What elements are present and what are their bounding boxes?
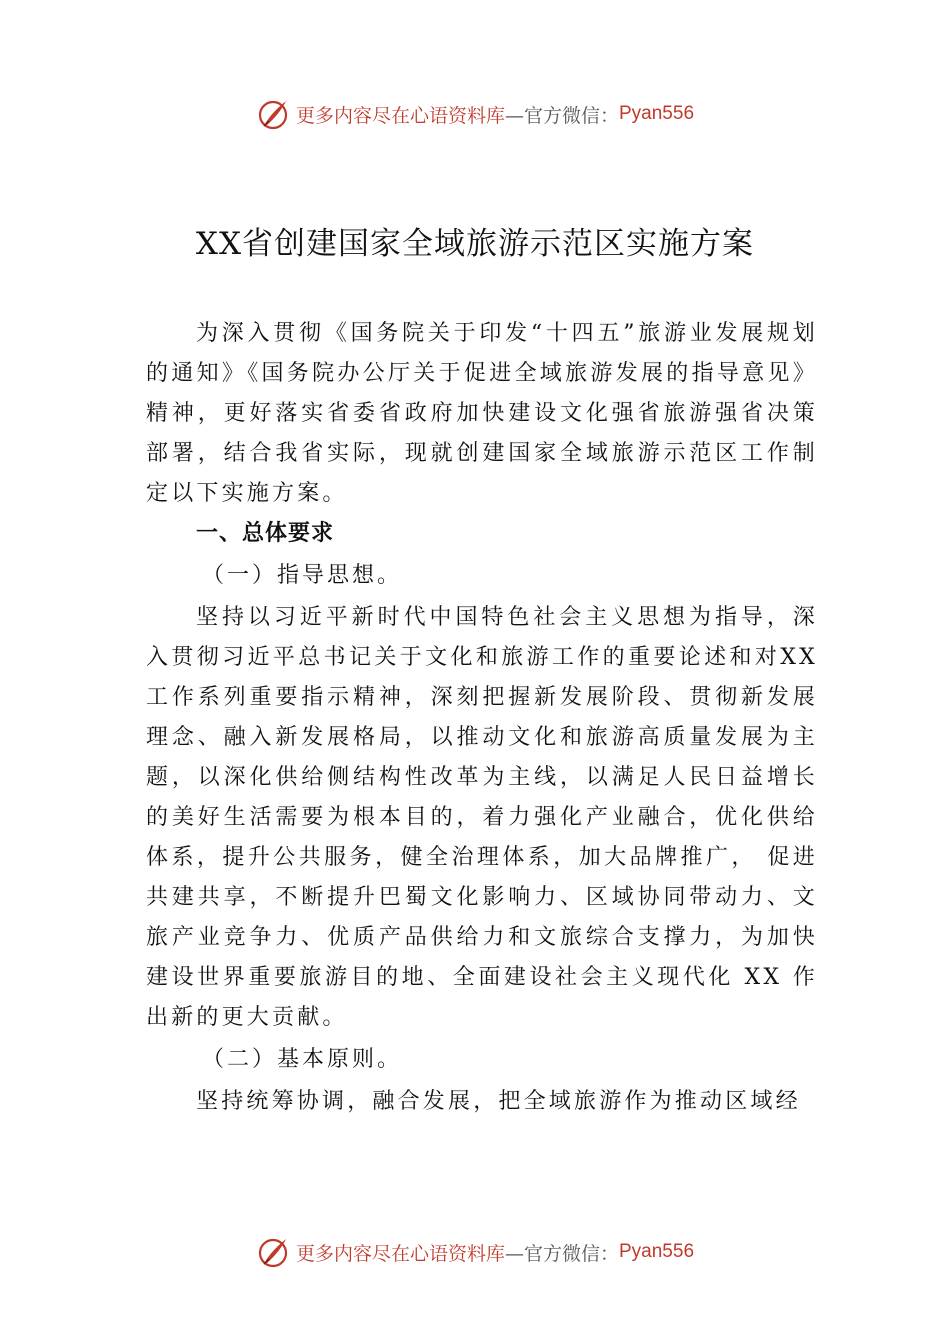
quill-pen-logo-icon — [256, 1235, 290, 1269]
document-title: XX省创建国家全域旅游示范区实施方案 — [195, 226, 755, 262]
subsection-heading-guiding-ideology: （一）指导思想。 — [202, 563, 403, 588]
banner-title: 更多内容尽在心语资料库 — [295, 104, 505, 127]
intro-paragraph: 为深入贯彻《国务院关于印发“十四五”旅游业发展规划的通知》《国务院办公厅关于促进全域旅游发展的指导意见》精神，更好落实省委省政府加快建设文化强省旅游强省决策部署，结合我省实际，现就创建国家全域旅游示范区工作制定以下实施方案。 — [146, 321, 818, 506]
banner-wechat-id: Pyan556 — [619, 1241, 695, 1262]
banner-title: 更多内容尽在心语资料库 — [295, 1242, 505, 1265]
section-heading-general-requirements: 一、总体要求 — [196, 521, 335, 546]
guiding-ideology-paragraph: 坚持以习近平新时代中国特色社会主义思想为指导，深入贯彻习近平总书记关于文化和旅游工作的重要论述和对XX 工作系列重要指示精神，深刻把握新发展阶段、贯彻新发展理念、融入新发展格局，以推动文化和旅游高质量发展为主题，以深化供给侧结构性改革为主线，以满足人民日益增长的美好生活需要为根本目的，着力强化产业融合，优化供给体系，提升公共服务，健全治理体系，加大品牌推广， 促进共建共享，不断提升巴蜀文化影响力、区域协同带动力、文旅产业竞争力、优质产品供给力和文旅综合支撑力，为加快建设世界重要旅游目的地、全面建设社会主义现代化 XX 作出新的更大贡献。 — [146, 605, 818, 1030]
banner-wechat-id: Pyan556 — [619, 103, 695, 124]
basic-principles-paragraph: 坚持统筹协调，融合发展，把全域旅游作为推动区域经 — [196, 1089, 801, 1114]
banner-wechat-label: —官方微信： — [504, 1242, 619, 1265]
header-watermark-banner — [0, 94, 950, 134]
subsection-heading-basic-principles: （二）基本原则。 — [202, 1047, 403, 1072]
quill-pen-logo-icon — [256, 97, 290, 131]
footer-watermark-banner — [0, 1232, 950, 1272]
document-body — [146, 314, 818, 1122]
banner-wechat-label: —官方微信： — [504, 104, 619, 127]
